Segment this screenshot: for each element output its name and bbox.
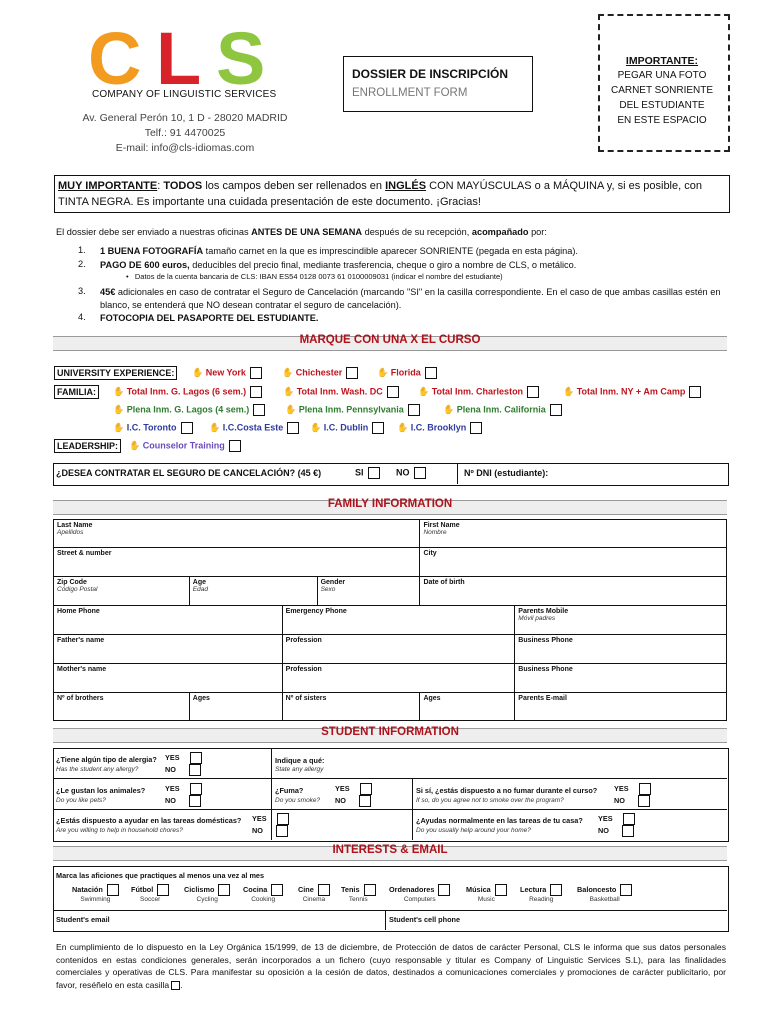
dossier-title-box <box>343 56 533 112</box>
university-option-new-york[interactable]: ✋ New York <box>192 367 262 379</box>
photo-line-5: EN ESTE ESPACIO <box>617 115 707 126</box>
help-home-no[interactable]: NO <box>598 825 634 837</box>
checkbox[interactable] <box>253 404 265 416</box>
checkbox[interactable] <box>620 884 632 896</box>
checkbox[interactable] <box>414 467 426 479</box>
dossier-subtitle: ENROLLMENT FORM <box>352 87 468 99</box>
no-smoke-question: Si sí, ¿estás dispuesto a no fumar durante el curso? <box>416 786 598 795</box>
interest-computers[interactable]: Ordenadores Computers <box>389 884 450 903</box>
sisters-field[interactable]: Nº of sisters <box>282 693 420 721</box>
checkbox[interactable] <box>190 752 202 764</box>
familia-option-pennsylvania[interactable]: ✋ Plena Inm. Pennsylvania <box>285 404 420 416</box>
pets-no[interactable]: NO <box>165 795 201 807</box>
familia-option-plena-g-lagos[interactable]: ✋ Plena Inm. G. Lagos (4 sem.) <box>113 404 265 416</box>
help-home-yes[interactable]: YES <box>598 813 635 825</box>
interests-section-title: INTERESTS & EMAIL <box>332 844 448 856</box>
checkbox[interactable] <box>438 884 450 896</box>
father-name-field[interactable]: Father's name <box>54 635 283 664</box>
interest-cinema[interactable]: Cine Cinema <box>298 884 330 903</box>
notice-heading: MUY IMPORTANTE <box>58 180 158 192</box>
familia-label: FAMILIA: <box>54 385 99 399</box>
interest-music[interactable]: Música Music <box>466 884 507 903</box>
checkbox[interactable] <box>550 404 562 416</box>
student-row-divider-1 <box>53 778 727 779</box>
interest-tennis[interactable]: Tenis Tennis <box>341 884 376 903</box>
notice-text-1: los campos deben ser rellenados en <box>202 180 386 192</box>
interest-cooking[interactable]: Cocina Cooking <box>243 884 283 903</box>
checkbox[interactable] <box>364 884 376 896</box>
familia-option-g-lagos-6[interactable]: ✋ Total Inm. G. Lagos (6 sem.) <box>113 386 262 398</box>
checkbox[interactable] <box>271 884 283 896</box>
checkbox[interactable] <box>181 422 193 434</box>
familia-option-toronto[interactable]: ✋ I.C. Toronto <box>113 422 193 434</box>
checkbox[interactable] <box>218 884 230 896</box>
father-profession-field[interactable]: Profession <box>282 635 515 664</box>
familia-option-dublin[interactable]: ✋ I.C. Dublin <box>310 422 384 434</box>
parents-email-field[interactable]: Parents E-mail <box>515 693 727 721</box>
interests-instruction: Marca las aficiones que practiques al menos una vez al mes <box>56 871 265 880</box>
checkbox[interactable] <box>550 884 562 896</box>
no-smoke-no[interactable]: NO <box>614 795 650 807</box>
brothers-ages-field[interactable]: Ages <box>189 693 282 721</box>
req-1-num: 1. <box>78 245 86 255</box>
leadership-label: LEADERSHIP: <box>54 439 121 453</box>
checkbox[interactable] <box>277 813 289 825</box>
checkbox[interactable] <box>387 386 399 398</box>
checkbox[interactable] <box>360 783 372 795</box>
company-name: COMPANY OF LINGUISTIC SERVICES <box>92 89 277 100</box>
student-section-title: STUDENT INFORMATION <box>321 726 459 738</box>
checkbox[interactable] <box>623 813 635 825</box>
req-1: 1 BUENA FOTOGRAFÍA tamaño carnet en la que es imprescindible aparecer SONRIENTE (pegada en esta página). <box>100 246 578 256</box>
checkbox[interactable] <box>622 825 634 837</box>
familia-option-charleston[interactable]: ✋ Total Inm. Charleston <box>418 386 539 398</box>
checkbox[interactable] <box>368 467 380 479</box>
pets-question: ¿Le gustan los animales? <box>56 786 146 795</box>
student-row-divider-2 <box>53 809 727 810</box>
checkbox[interactable] <box>250 367 262 379</box>
familia-option-brooklyn[interactable]: ✋ I.C. Brooklyn <box>397 422 482 434</box>
checkbox[interactable] <box>189 764 201 776</box>
gender-field[interactable]: Gender Sexo <box>317 577 420 606</box>
privacy-optout-checkbox[interactable] <box>171 981 180 990</box>
checkbox[interactable] <box>638 795 650 807</box>
smoke-no[interactable]: NO <box>335 795 371 807</box>
req-3: 45€ adicionales en caso de contratar el Seguro de Cancelación (marcando "SI" en la casilla correspondiente. En el caso de que ambas casillas estén en blanco, se entenderá que NO desean contratar el seguro de cancelación). <box>100 287 721 310</box>
important-notice: MUY IMPORTANTE: TODOS los campos deben ser rellenados en INGLÉS CON MAYÚSCULAS o a MÁQUINA y, si es posible, con TINTA NEGRA. Es importante una cuidada presentación de este documento. ¡Gracias! <box>58 180 702 208</box>
last-name-field[interactable]: Last Name Apellidos <box>54 520 420 548</box>
city-field[interactable]: City <box>420 548 727 577</box>
notice-todos: TODOS <box>163 180 203 192</box>
notice-text-2: CON MAYÚSCULAS o a MÁQUINA y, si es posible, con TINTA NEGRA. Es importante una cuidada presentación de este documento. ¡Gracias! <box>58 180 702 208</box>
checkbox[interactable] <box>527 386 539 398</box>
parents-mobile-field[interactable]: Parents Mobile Móvil padres <box>515 606 727 635</box>
req-3-num: 3. <box>78 286 86 296</box>
dob-field[interactable]: Date of birth <box>420 577 727 606</box>
familia-option-ny-am-camp[interactable]: ✋ Total Inm. NY + Am Camp <box>563 386 701 398</box>
checkbox[interactable] <box>189 795 201 807</box>
photo-line-1: IMPORTANTE: <box>625 55 699 67</box>
logo-letter-l: L <box>156 22 202 92</box>
familia-option-california[interactable]: ✋ Plena Inm. California <box>443 404 562 416</box>
interest-cycling[interactable]: Ciclismo Cycling <box>184 884 230 903</box>
requirements-intro: El dossier debe ser enviado a nuestras oficinas ANTES DE UNA SEMANA después de su recepción, acompañado por: <box>56 227 547 237</box>
interest-basketball[interactable]: Baloncesto Basketball <box>577 884 632 903</box>
familia-option-wash-dc[interactable]: ✋ Total Inm. Wash. DC <box>283 386 399 398</box>
cls-logo <box>88 22 278 92</box>
checkbox[interactable] <box>190 783 202 795</box>
checkbox[interactable] <box>425 367 437 379</box>
mother-name-field[interactable]: Mother's name <box>54 664 283 693</box>
logo-letter-s: S <box>216 22 266 92</box>
checkbox[interactable] <box>229 440 241 452</box>
pets-yes[interactable]: YES <box>165 783 202 795</box>
photo-line-2: PEGAR UNA FOTO <box>617 70 707 81</box>
no-smoke-yes[interactable]: YES <box>614 783 651 795</box>
chores-question: ¿Estás dispuesto a ayudar en las tareas domésticas? <box>56 816 242 825</box>
privacy-notice: En cumplimiento de lo dispuesto en la Ley Orgánica 15/1999, de 13 de diciembre, de Protección de datos de carácter Personal, CLS le informa que sus datos personales contenidos en estas condiciones generales, serán incorporados a un fichero (cuyo responsable y titular es Company of Linguistic Services S.L), para las finalidades comerciales y operativas de CLS. Para manifestar su oposición a la cesión de datos, destinados a comunicaciones comerciales y promociones de carácter publicitario, por favor, reséñelo en esta casilla . <box>56 942 726 990</box>
university-label: UNIVERSITY EXPERIENCE: <box>54 366 177 380</box>
no-smoke-question-en: If so, do you agree not to smoke over the program? <box>416 797 564 804</box>
mother-business-phone-field[interactable]: Business Phone <box>515 664 727 693</box>
street-field[interactable]: Street & number <box>54 548 420 577</box>
family-table <box>53 519 727 721</box>
family-section-title: FAMILY INFORMATION <box>327 498 453 510</box>
smoke-question-en: Do you smoke? <box>275 797 321 804</box>
company-phone: Telf.: 91 4470025 <box>144 127 226 139</box>
checkbox[interactable] <box>346 367 358 379</box>
leadership-option-counselor[interactable]: ✋ Counselor Training <box>129 440 241 452</box>
company-address: Av. General Perón 10, 1 D - 28020 MADRID <box>82 112 288 124</box>
dossier-title: DOSSIER DE INSCRIPCIÓN <box>352 67 509 81</box>
checkbox[interactable] <box>639 783 651 795</box>
chores-yes[interactable]: YES <box>252 813 289 825</box>
smoke-yes[interactable]: YES <box>335 783 372 795</box>
checkbox[interactable] <box>107 884 119 896</box>
req-4-num: 4. <box>78 312 86 322</box>
interests-col-divider <box>385 910 386 930</box>
university-option-florida[interactable]: ✋ Florida <box>377 367 437 379</box>
brothers-field[interactable]: Nº of brothers <box>54 693 190 721</box>
allergy-no[interactable]: NO <box>165 764 201 776</box>
student-cell-field[interactable]: Student's cell phone <box>389 915 461 924</box>
smoke-question: ¿Fuma? <box>275 786 304 795</box>
first-name-field[interactable]: First Name Nombre <box>420 520 727 548</box>
allergy-detail-label-en: State any allergy <box>275 766 324 773</box>
chores-no[interactable]: NO <box>252 825 288 837</box>
help-home-question-en: Do you usually help around your home? <box>416 827 531 834</box>
checkbox[interactable] <box>372 422 384 434</box>
allergy-question: ¿Tiene algún tipo de alergia? <box>56 755 157 764</box>
checkbox[interactable] <box>495 884 507 896</box>
father-business-phone-field[interactable]: Business Phone <box>515 635 727 664</box>
interest-swimming[interactable]: Natación Swimming <box>72 884 119 903</box>
req-2: PAGO DE 600 euros, deducibles del precio final, mediante trasferencia, cheque o giro a nombre de CLS, o metálico. <box>100 260 577 270</box>
insurance-divider <box>457 463 458 484</box>
pets-question-en: Do you like pets? <box>56 797 106 804</box>
allergy-detail-label: Indique a qué: <box>275 756 325 765</box>
age-field[interactable]: Age Edad <box>189 577 317 606</box>
student-email-field[interactable]: Student's email <box>56 915 110 924</box>
familia-option-costa-este[interactable]: ✋ I.C.Costa Este <box>209 422 299 434</box>
insurance-question: ¿DESEA CONTRATAR EL SEGURO DE CANCELACIÓN? (45 €) <box>56 468 322 478</box>
home-phone-field[interactable]: Home Phone <box>54 606 283 635</box>
university-option-chichester[interactable]: ✋ Chichester <box>282 367 358 379</box>
checkbox[interactable] <box>408 404 420 416</box>
sisters-ages-field[interactable]: Ages <box>420 693 515 721</box>
checkbox[interactable] <box>157 884 169 896</box>
interest-reading[interactable]: Lectura Reading <box>520 884 562 903</box>
checkbox[interactable] <box>287 422 299 434</box>
help-home-question: ¿Ayudas normalmente en las tareas de tu casa? <box>416 816 583 825</box>
checkbox[interactable] <box>359 795 371 807</box>
photo-placeholder[interactable] <box>598 14 730 152</box>
interests-divider <box>53 910 727 911</box>
checkbox[interactable] <box>276 825 288 837</box>
notice-ingles: INGLÉS <box>385 180 427 192</box>
req-2-num: 2. <box>78 259 86 269</box>
photo-line-4: DEL ESTUDIANTE <box>619 100 705 111</box>
insurance-no[interactable]: NO <box>396 467 426 479</box>
student-col-divider-2 <box>412 778 413 840</box>
insurance-yes[interactable]: SI <box>355 467 380 479</box>
chores-question-en: Are you willing to help in household chores? <box>56 827 183 834</box>
dni-label: Nº DNI (estudiante): <box>464 468 549 478</box>
emergency-phone-field[interactable]: Emergency Phone <box>282 606 515 635</box>
req-4: FOTOCOPIA DEL PASAPORTE DEL ESTUDIANTE. <box>100 313 319 323</box>
mother-profession-field[interactable]: Profession <box>282 664 515 693</box>
course-section-title: MARQUE CON UNA X EL CURSO <box>299 334 481 346</box>
company-email: E-mail: info@cls-idiomas.com <box>115 142 255 154</box>
interest-soccer[interactable]: Fútbol Soccer <box>131 884 169 903</box>
checkbox[interactable] <box>250 386 262 398</box>
allergy-question-en: Has the student any allergy? <box>56 766 139 773</box>
checkbox[interactable] <box>470 422 482 434</box>
allergy-yes[interactable]: YES <box>165 752 202 764</box>
logo-letter-c: C <box>88 22 142 92</box>
bank-details: • Datos de la cuenta bancaria de CLS: IBAN ES54 0128 0073 61 0100009031 (indicar el nombre del estudiante) <box>126 272 503 281</box>
zip-field[interactable]: Zip Code Código Postal <box>54 577 190 606</box>
photo-line-3: CARNET SONRIENTE <box>610 85 714 96</box>
checkbox[interactable] <box>689 386 701 398</box>
checkbox[interactable] <box>318 884 330 896</box>
